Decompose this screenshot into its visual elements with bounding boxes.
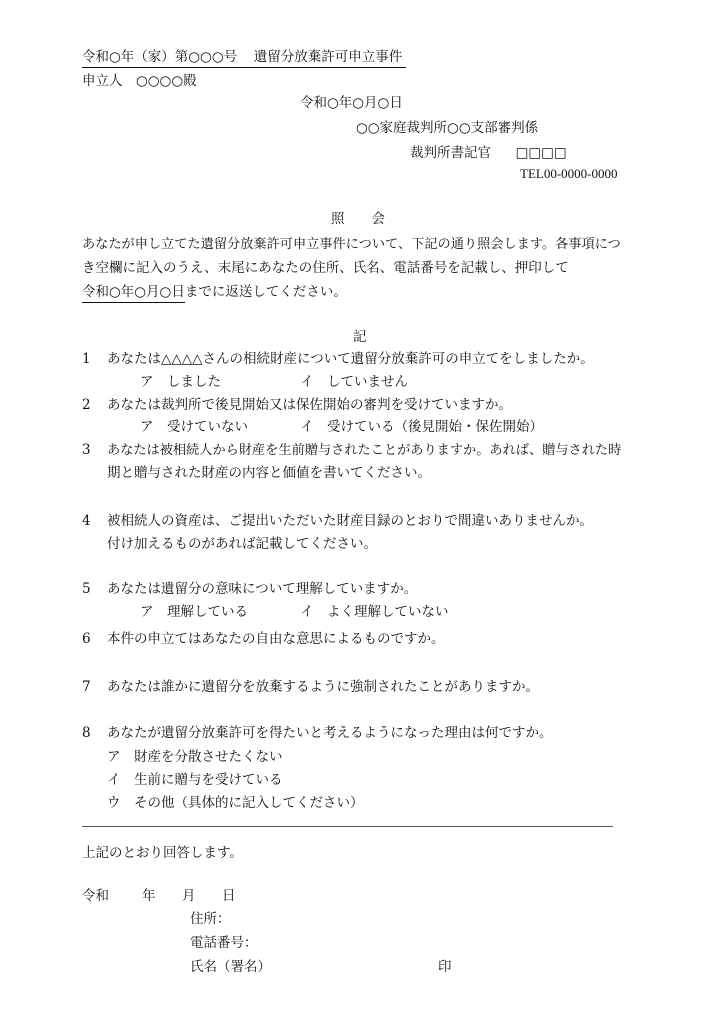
phone-label: 電話番号： xyxy=(190,935,258,951)
clerk-label: 裁判所書記官 xyxy=(410,145,491,161)
q6-text: 本件の申立てはあなたの自由な意思によるものですか。 xyxy=(107,631,445,647)
q1-option-b: イ していません xyxy=(300,374,408,390)
q2-option-a: ア 受けていない xyxy=(140,419,248,435)
deadline-date: 令和○年○月○日 xyxy=(82,284,185,303)
q3-number: 3 xyxy=(82,442,91,458)
court-tel: TEL00-0000-0000 xyxy=(520,166,618,181)
seal-mark: 印 xyxy=(438,959,452,975)
clerk-line xyxy=(410,147,567,161)
intro-line-3 xyxy=(82,286,347,300)
q7-number: 7 xyxy=(82,679,91,695)
q1-option-a: ア しました xyxy=(140,374,221,390)
q8-option-a: ア 財産を分散させたくない xyxy=(107,749,283,765)
q8-number: 8 xyxy=(82,725,91,741)
reply-day-label: 日 xyxy=(222,888,236,904)
intro-line-2: き空欄に記入のうえ、末尾にあなたの住所、氏名、電話番号を記載し、押印して xyxy=(82,260,569,276)
divider-line xyxy=(82,826,613,827)
q1-text: あなたは△△△△さんの相続財産について遺留分放棄許可の申立てをしましたか。 xyxy=(107,351,594,367)
case-name: 遺留分放棄許可申立事件 xyxy=(253,49,403,65)
q3-line-1: あなたは被相続人から財産を生前贈与されたことがありますか。あれば、贈与された時 xyxy=(107,443,622,458)
case-number-line xyxy=(82,51,406,68)
q5-option-a: ア 理解している xyxy=(140,604,248,620)
q2-text: あなたは裁判所で後見開始又は保佐開始の審判を受けていますか。 xyxy=(107,397,512,413)
applicant: 申立人 ○○○○殿 xyxy=(82,73,197,89)
issue-date: 令和○年○月○日 xyxy=(300,95,403,111)
q2-number: 2 xyxy=(82,397,91,413)
q5-number: 5 xyxy=(82,581,91,597)
confirmation-text: 上記のとおり回答します。 xyxy=(82,845,243,861)
name-label: 氏名（署名） xyxy=(190,959,271,975)
q8-option-b: イ 生前に贈与を受けている xyxy=(107,772,283,788)
q8-option-c: ウ その他（具体的に記入してください） xyxy=(107,795,364,811)
q4-line-2: 付け加えるものがあれば記載してください。 xyxy=(107,536,377,552)
q5-text: あなたは遺留分の意味について理解していますか。 xyxy=(107,581,418,597)
intro-line-1: あなたが申し立てた遺留分放棄許可申立事件について、下記の通り照会します。各事項につ xyxy=(82,237,621,252)
q2-option-b: イ 受けている（後見開始・保佐開始） xyxy=(300,419,543,435)
reply-month-label: 月 xyxy=(182,888,196,904)
q8-text: あなたが遺留分放棄許可を得たいと考えるようになった理由は何ですか。 xyxy=(107,725,553,741)
q4-number: 4 xyxy=(82,513,91,529)
q4-line-1: 被相続人の資産は、ご提出いただいた財産目録のとおりで間違いありませんか。 xyxy=(107,513,593,529)
deadline-suffix: までに返送してください。 xyxy=(184,284,347,300)
q7-text: あなたは誰かに遺留分を放棄するように強制されたことがありますか。 xyxy=(107,679,539,695)
address-label: 住所： xyxy=(190,911,231,927)
q6-number: 6 xyxy=(82,631,91,647)
reply-year-label: 年 xyxy=(142,888,156,904)
q1-number: 1 xyxy=(82,351,91,367)
q3-line-2: 期と贈与された財産の内容と価値を書いてください。 xyxy=(107,465,431,481)
q5-option-b: イ よく理解していない xyxy=(300,604,449,620)
court-name: ○○家庭裁判所○○支部審判係 xyxy=(356,120,539,136)
clerk-name: □□□□ xyxy=(515,145,567,161)
reply-era: 令和 xyxy=(82,888,109,904)
ki-heading: 記 xyxy=(353,329,367,345)
case-number: 令和○年（家）第○○○号 xyxy=(82,49,238,65)
document-title: 照 会 xyxy=(331,211,385,227)
